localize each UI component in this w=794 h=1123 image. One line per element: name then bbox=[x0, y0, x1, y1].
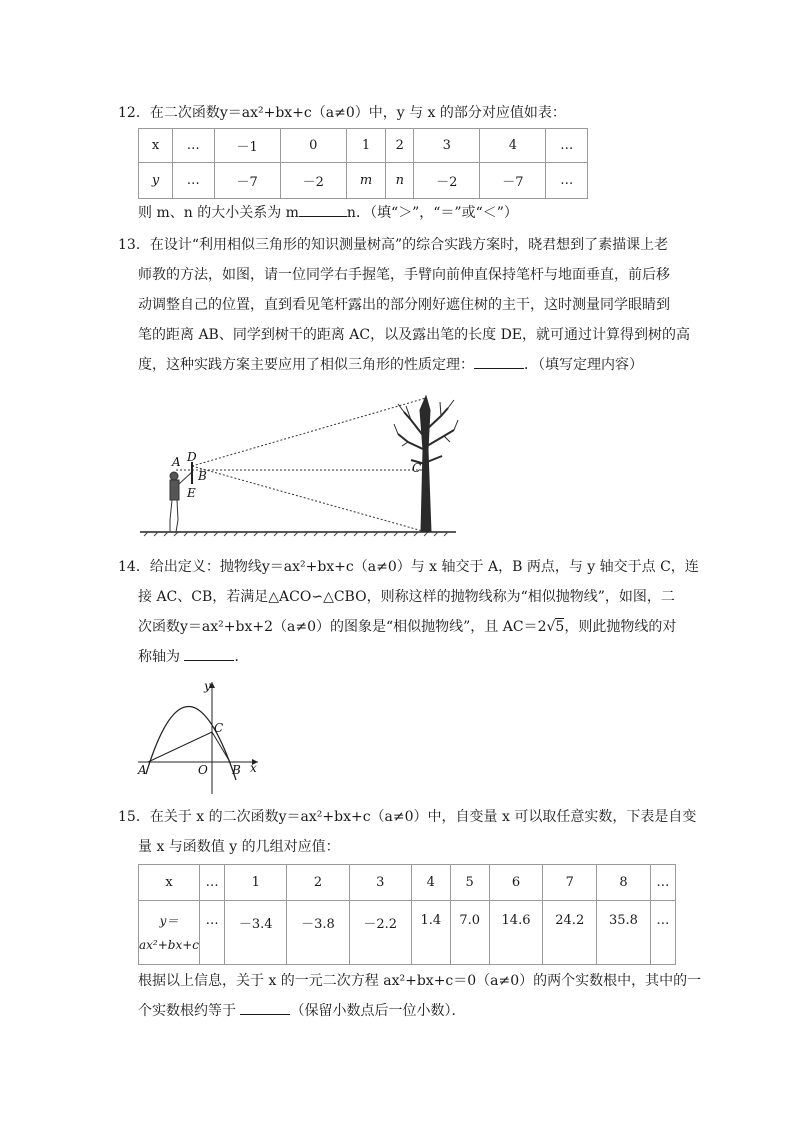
question-12 bbox=[118, 100, 678, 126]
q14-line: 称轴为 bbox=[138, 649, 180, 665]
label-x: x bbox=[250, 761, 257, 775]
q12-cell: … bbox=[173, 129, 215, 163]
q12-cell: －2 bbox=[414, 163, 480, 199]
q12-cell: －1 bbox=[214, 129, 280, 163]
q12-cell: 3 bbox=[414, 129, 480, 163]
q15-hint: （保留小数点后一位小数）． bbox=[290, 1003, 466, 1019]
q12-cell: … bbox=[546, 129, 588, 163]
q12-cell: 1 bbox=[346, 129, 386, 163]
label-A: A bbox=[172, 455, 181, 469]
radical-sign: √ bbox=[546, 619, 556, 635]
q15-cell: … bbox=[650, 865, 675, 901]
q15-cell: 7 bbox=[543, 865, 597, 901]
label-y: y bbox=[204, 679, 211, 693]
label-C: C bbox=[214, 721, 224, 735]
sight-lines bbox=[176, 398, 426, 532]
q15-table bbox=[138, 864, 676, 965]
q12-relation-text: 则 m、n 的大小关系为 m bbox=[138, 205, 299, 221]
q15-row-y-label: y＝ ax²+bx+c bbox=[139, 901, 200, 965]
q15-cell: x bbox=[139, 865, 200, 901]
q15-cell: 1 bbox=[225, 865, 287, 901]
q13-line: 师教的方法，如图，请一位同学右手握笔，手臂向前伸直保持笔杆与地面垂直，前后移 bbox=[138, 267, 670, 283]
q15-line: 个实数根约等于 bbox=[138, 1003, 236, 1019]
q15-cell: －3.4 bbox=[225, 901, 287, 965]
tree-icon bbox=[394, 396, 458, 532]
q14-line: 给出定义：抛物线y＝ax²+bx+c（a≠0）与 x 轴交于 A，B 两点，与 y 轴交于点 C，连 bbox=[149, 559, 699, 575]
q12-number: 12． bbox=[118, 105, 150, 121]
q12-row-y bbox=[139, 163, 588, 199]
q13-hint: ．（填写定理内容） bbox=[524, 357, 643, 373]
q14-sqrt-radicand: 5 bbox=[555, 619, 565, 635]
q15-row-x bbox=[139, 865, 676, 901]
label-B: B bbox=[232, 763, 241, 777]
label-A: A bbox=[138, 763, 147, 777]
question-13 bbox=[118, 232, 691, 378]
label-O: O bbox=[198, 763, 208, 777]
q14-sqrt-coef: 2 bbox=[537, 619, 547, 635]
q12-cell: 0 bbox=[280, 129, 346, 163]
q12-cell: x bbox=[139, 129, 173, 163]
q15-cell: 7.0 bbox=[450, 901, 489, 965]
q14-parabola-figure bbox=[136, 676, 266, 796]
label-B: B bbox=[198, 469, 207, 483]
q12-table bbox=[138, 128, 588, 199]
q13-answer-blank[interactable] bbox=[474, 352, 524, 369]
q15-line: 根据以上信息，关于 x 的一元二次方程 ax²+bx+c＝0（a≠0）的两个实数根中，其中的一 bbox=[138, 973, 702, 989]
q15-cell: －2.2 bbox=[349, 901, 411, 965]
q12-cell: m bbox=[346, 163, 386, 199]
q15-conclusion bbox=[138, 968, 702, 1024]
q15-cell: 2 bbox=[287, 865, 349, 901]
q14-number: 14． bbox=[118, 559, 150, 575]
q15-number: 15． bbox=[118, 809, 150, 825]
q15-cell: … bbox=[200, 865, 225, 901]
q15-cell: … bbox=[650, 901, 675, 965]
q15-cell: 6 bbox=[489, 865, 543, 901]
q15-answer-blank[interactable] bbox=[240, 998, 290, 1015]
q12-cell: －7 bbox=[480, 163, 546, 199]
q13-line: 动调整自己的位置，直到看见笔杆露出的部分刚好遮住树的主干，这时测量同学眼睛到 bbox=[138, 297, 670, 313]
question-14: 14．给出定义：抛物线y＝ax²+bx+c（a≠0）与 x 轴交于 A，B 两点，与 y 轴交于点 C，连 接 AC、CB，若满足△ACO∽△CBO，则称这样的抛物线称为“相似抛物线”，如图，二 次函数y＝ax²+bx+2（a≠0）的图象是“相似抛物线”，且 AC＝2√5，则此抛物线的对 称轴为 ． bbox=[118, 559, 699, 665]
question-15 bbox=[118, 804, 697, 860]
q15-cell: 24.2 bbox=[543, 901, 597, 965]
q12-cell: … bbox=[546, 163, 588, 199]
q14-line: 次函数y＝ax²+bx+2（a≠0）的图象是“相似抛物线”，且 AC＝ bbox=[138, 619, 538, 635]
q15-cell: 35.8 bbox=[597, 901, 651, 965]
q12-row-x bbox=[139, 129, 588, 163]
q12-cell: … bbox=[173, 163, 215, 199]
q13-tree-figure bbox=[136, 390, 466, 546]
q12-cell: 2 bbox=[386, 129, 414, 163]
q12-cell: 4 bbox=[480, 129, 546, 163]
q15-cell: … bbox=[200, 901, 225, 965]
q15-cell: 5 bbox=[450, 865, 489, 901]
q12-relation-hint: n．（填“＞”，“＝”或“＜”） bbox=[346, 205, 518, 221]
parabola-curve bbox=[146, 706, 236, 780]
label-C: C bbox=[412, 461, 422, 475]
q15-cell: 1.4 bbox=[411, 901, 450, 965]
q14-answer-blank[interactable] bbox=[184, 644, 234, 661]
q12-cell: －2 bbox=[280, 163, 346, 199]
label-E: E bbox=[187, 486, 196, 500]
q12-cell: n bbox=[386, 163, 414, 199]
label-D: D bbox=[187, 450, 197, 464]
q12-cell: y bbox=[139, 163, 173, 199]
q14-line: ，则此抛物线的对 bbox=[564, 619, 677, 635]
q15-cell: 4 bbox=[411, 865, 450, 901]
q15-cell: 3 bbox=[349, 865, 411, 901]
q15-row-y bbox=[139, 901, 676, 965]
q12-cell: －7 bbox=[214, 163, 280, 199]
q15-cell: －3.8 bbox=[287, 901, 349, 965]
q15-cell: 8 bbox=[597, 865, 651, 901]
q13-line: 笔的距离 AB、同学到树干的距离 AC，以及露出笔的长度 DE，就可通过计算得到树的高 bbox=[138, 327, 691, 343]
q13-last-line: 度，这种实践方案主要应用了相似三角形的性质定理： bbox=[138, 357, 474, 373]
q15-line: 量 x 与函数值 y 的几组对应值： bbox=[138, 839, 340, 855]
q14-line: 接 AC、CB，若满足△ACO∽△CBO，则称这样的抛物线称为“相似抛物线”，如图，二 bbox=[138, 589, 675, 605]
q15-line: 在关于 x 的二次函数y＝ax²+bx+c（a≠0）中，自变量 x 可以取任意实数，下表是自变 bbox=[149, 809, 697, 825]
q15-cell: 14.6 bbox=[489, 901, 543, 965]
q12-stem: 在二次函数y＝ax²+bx+c（a≠0）中，y 与 x 的部分对应值如表： bbox=[149, 105, 566, 121]
q12-answer-blank[interactable] bbox=[299, 200, 347, 217]
q13-number: 13． bbox=[118, 237, 150, 253]
q13-line: 在设计“利用相似三角形的知识测量树高”的综合实践方案时，晓君想到了素描课上老 bbox=[149, 237, 669, 253]
q12-answer-line bbox=[138, 200, 698, 226]
person-icon bbox=[170, 472, 192, 532]
